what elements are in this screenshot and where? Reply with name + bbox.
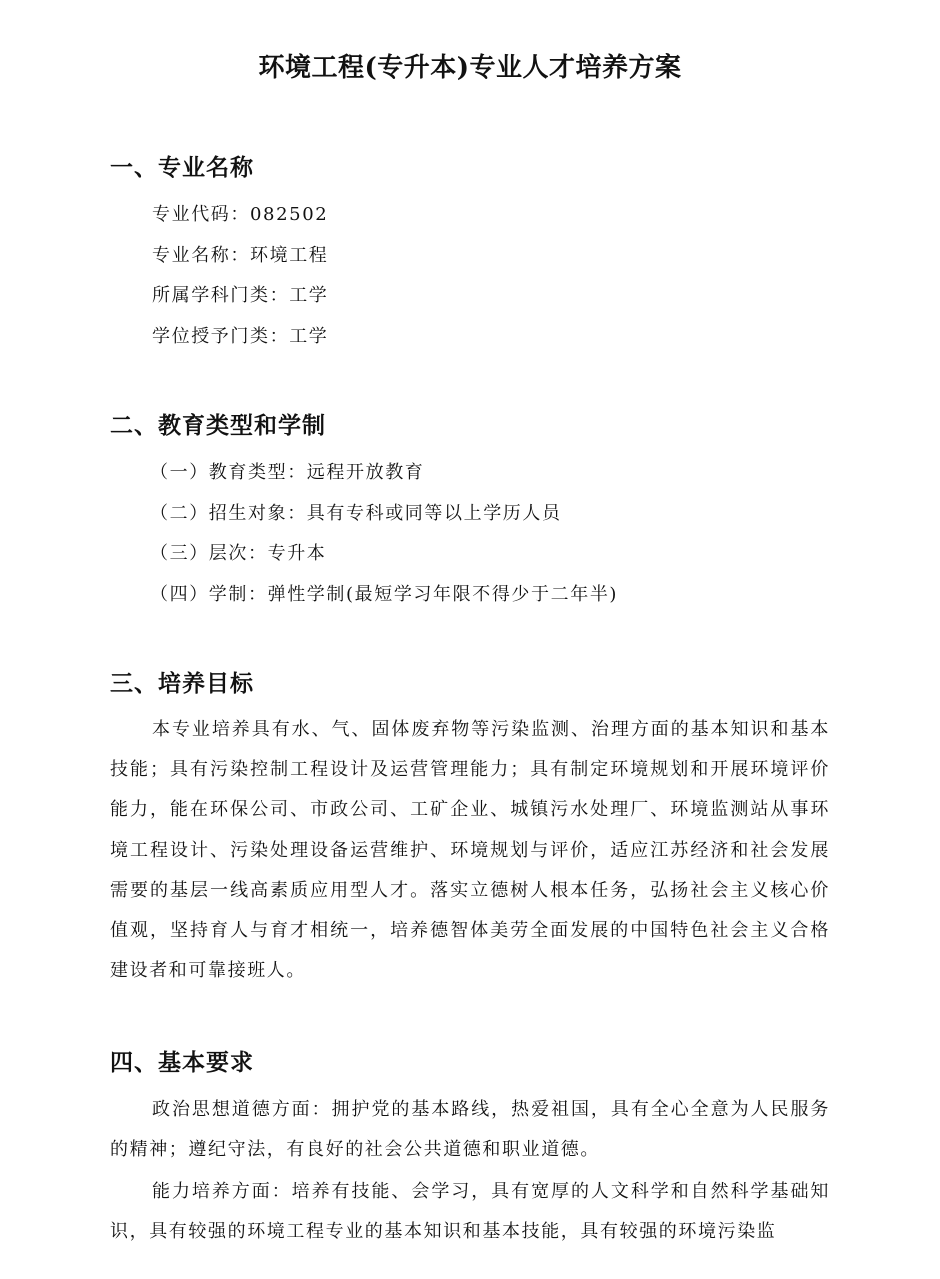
section-heading-major-name: 一、专业名称 — [110, 154, 254, 181]
section-heading-training-objective: 三、培养目标 — [110, 670, 254, 697]
major-name-line: 专业名称：环境工程 — [152, 245, 329, 266]
political-ethics-paragraph: 政治思想道德方面：拥护党的基本路线，热爱祖国，具有全心全意为人民服务的精神；遵纪守法，有良好的社会公共道德和职业道德。 — [110, 1099, 830, 1161]
education-type-line: （一）教育类型：远程开放教育 — [150, 462, 425, 483]
training-objective-paragraph: 本专业培养具有水、气、固体废弃物等污染监测、治理方面的基本知识和基本技能；具有污染控制工程设计及运营管理能力；具有制定环境规划和开展环境评价能力，能在环保公司、市政公司、工矿企业、城镇污水处理厂、环境监测站从事环境工程设计、污染处理设备运营维护、环境规划与评价，适应江苏经济和社会发展需要的基层一线高素质应用型人才。落实立德树人根本任务，弘扬社会主义核心价值观，坚持育人与育才相统一，培养德智体美劳全面发展的中国特色社会主义合格建设者和可靠接班人。 — [110, 719, 830, 982]
major-code-line: 专业代码：082502 — [152, 204, 329, 225]
document-title: 环境工程(专升本)专业人才培养方案 — [258, 53, 682, 83]
study-duration-line: （四）学制：弹性学制(最短学习年限不得少于二年半) — [150, 584, 619, 605]
level-line: （三）层次：专升本 — [150, 543, 327, 564]
degree-category-line: 学位授予门类：工学 — [152, 326, 329, 347]
enrollment-target-line: （二）招生对象：具有专科或同等以上学历人员 — [150, 503, 562, 524]
discipline-category-line: 所属学科门类：工学 — [152, 285, 329, 306]
section-heading-education-type: 二、教育类型和学制 — [110, 412, 326, 439]
section-heading-basic-requirements: 四、基本要求 — [110, 1049, 254, 1076]
ability-training-paragraph: 能力培养方面：培养有技能、会学习，具有宽厚的人文科学和自然科学基础知识，具有较强的环境工程专业的基本知识和基本技能，具有较强的环境污染监 — [110, 1181, 830, 1243]
